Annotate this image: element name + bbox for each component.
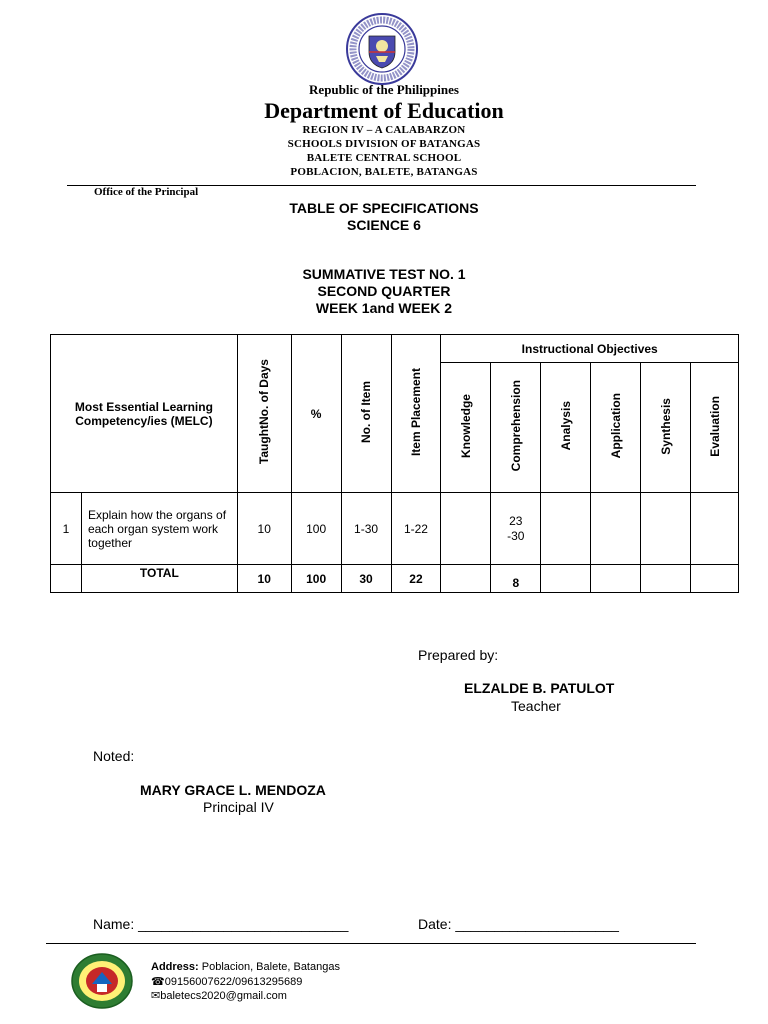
prepared-by-label: Prepared by:: [418, 647, 499, 663]
row-percent: 100: [291, 493, 341, 565]
footer-divider: [46, 943, 696, 944]
test-title: SUMMATIVE TEST NO. 1: [302, 266, 466, 282]
total-analysis: [541, 565, 591, 593]
noted-title: Principal IV: [203, 799, 274, 815]
row-melc: Explain how the organs of each organ system work together: [81, 493, 237, 565]
email-value: baletecs2020@gmail.com: [160, 990, 287, 1002]
application-label: Application: [608, 393, 623, 459]
total-placement: 22: [391, 565, 441, 593]
footer-email: [151, 989, 287, 1002]
total-label: TOTAL: [81, 565, 237, 593]
date-field[interactable]: Date: _____________________: [418, 916, 619, 932]
office-label: Office of the Principal: [94, 186, 199, 198]
specifications-table: [50, 334, 739, 593]
comprehension-label: Comprehension: [508, 380, 523, 472]
total-knowledge: [441, 565, 491, 593]
footer-address: [151, 961, 340, 973]
analysis-header: [541, 363, 591, 493]
region-line: REGION IV – A CALABARZON: [302, 124, 466, 136]
row-days: 10: [237, 493, 291, 565]
evaluation-label: Evaluation: [707, 395, 722, 457]
total-days: 10: [237, 565, 291, 593]
row-application: [591, 493, 641, 565]
week-title: WEEK 1and WEEK 2: [315, 300, 453, 316]
total-comprehension: 8: [491, 565, 541, 593]
row-comprehension: 23 -30: [491, 493, 541, 565]
melc-header: Most Essential Learning Competency/ies (MELC): [51, 335, 238, 493]
items-header-label: No. of Item: [359, 381, 374, 443]
row-analysis: [541, 493, 591, 565]
total-synthesis: [641, 565, 691, 593]
percent-header: %: [291, 335, 341, 493]
row-placement: 1-22: [391, 493, 441, 565]
analysis-label: Analysis: [558, 401, 573, 451]
row-evaluation: [691, 493, 739, 565]
table-header-row: [51, 335, 739, 363]
footer-phone: [151, 975, 302, 988]
phone-value: 09156007622/09613295689: [164, 976, 303, 988]
name-field[interactable]: Name: ___________________________: [93, 916, 349, 932]
doc-title: TABLE OF SPECIFICATIONS: [289, 200, 479, 216]
preparer-title: Teacher: [511, 698, 561, 714]
school-logo: [70, 952, 134, 1010]
address-label: Address:: [151, 961, 199, 973]
row-number: 1: [51, 493, 82, 565]
comprehension-header: [491, 363, 541, 493]
application-header: [591, 363, 641, 493]
school-address-line: POBLACION, BALETE, BATANGAS: [290, 166, 478, 178]
department-title: Department of Education: [264, 98, 504, 123]
school-line: BALETE CENTRAL SCHOOL: [306, 152, 462, 164]
row-items: 1-30: [341, 493, 391, 565]
placement-header: [391, 335, 441, 493]
total-items: 30: [341, 565, 391, 593]
phone-icon: ☎: [151, 976, 165, 988]
objectives-group-header: Instructional Objectives: [441, 335, 739, 363]
division-line: SCHOOLS DIVISION OF BATANGAS: [287, 138, 481, 150]
quarter-title: SECOND QUARTER: [317, 283, 451, 299]
placement-header-label: Item Placement: [408, 367, 423, 457]
total-percent: 100: [291, 565, 341, 593]
deped-seal-logo: [343, 12, 421, 86]
republic-line: Republic of the Philippines: [309, 82, 459, 97]
preparer-name: ELZALDE B. PATULOT: [464, 680, 615, 696]
row-knowledge: [441, 493, 491, 565]
noted-label: Noted:: [93, 748, 135, 764]
row-synthesis: [641, 493, 691, 565]
total-row: [51, 565, 739, 593]
total-application: [591, 565, 641, 593]
synthesis-label: Synthesis: [658, 397, 673, 455]
table-row: [51, 493, 739, 565]
envelope-icon: ✉: [151, 990, 161, 1002]
items-header: [341, 335, 391, 493]
knowledge-label: Knowledge: [458, 393, 473, 458]
total-number-cell: [51, 565, 82, 593]
days-header: [237, 335, 291, 493]
noted-name: MARY GRACE L. MENDOZA: [140, 782, 326, 798]
address-value: Poblacion, Balete, Batangas: [201, 961, 340, 973]
total-evaluation: [691, 565, 739, 593]
evaluation-header: [691, 363, 739, 493]
knowledge-header: [441, 363, 491, 493]
subject-title: SCIENCE 6: [347, 217, 421, 233]
synthesis-header: [641, 363, 691, 493]
days-header-label: TaughtNo. of Days: [257, 359, 272, 465]
